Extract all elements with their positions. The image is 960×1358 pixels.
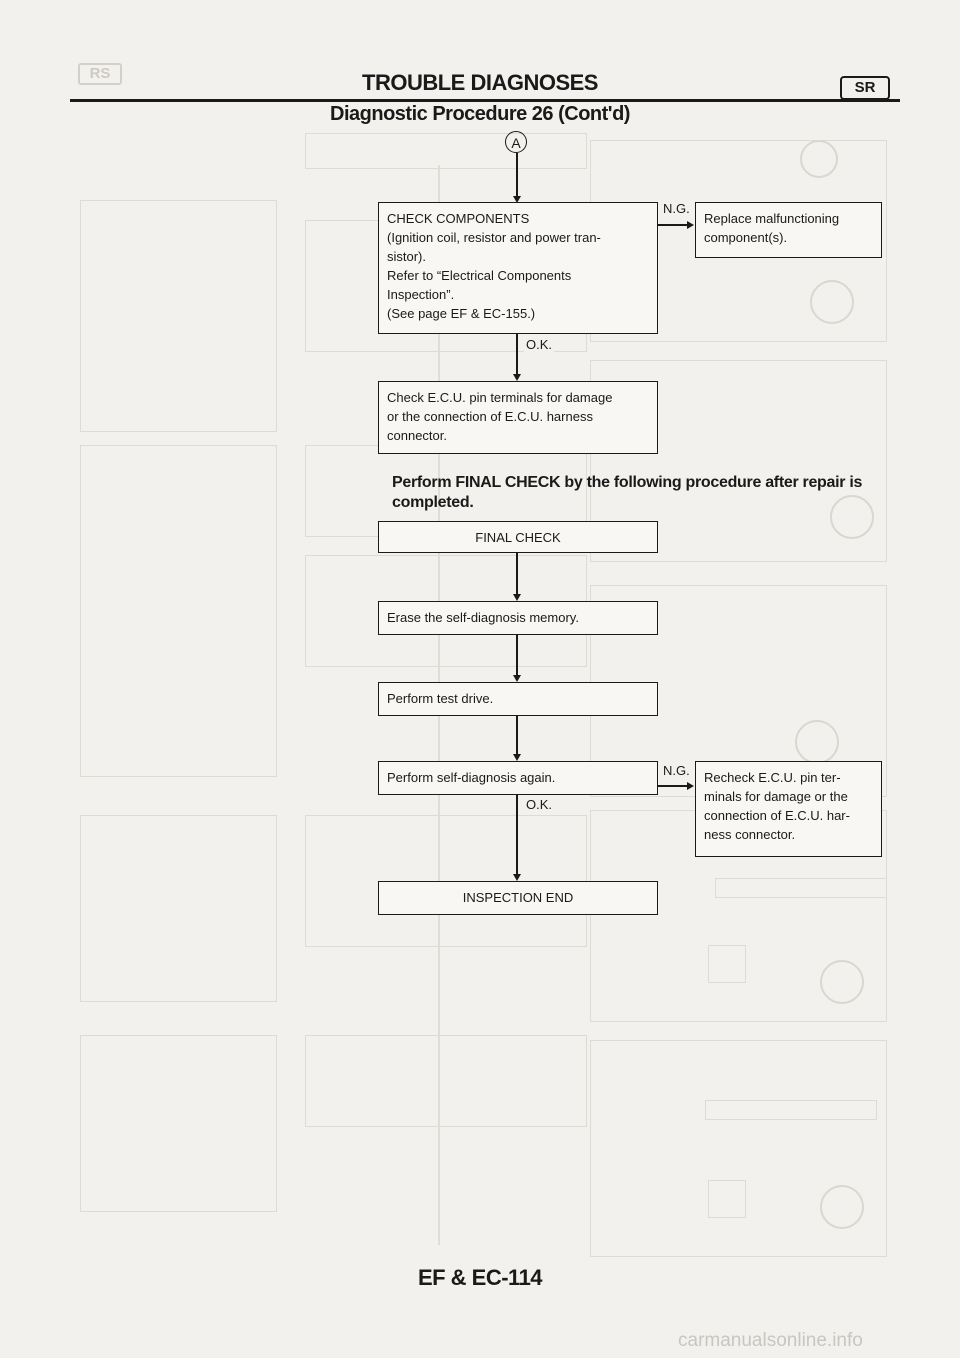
inspection-end-label: INSPECTION END bbox=[462, 890, 574, 905]
ok-label: O.K. bbox=[526, 797, 553, 812]
recheck-line: minals for damage or the bbox=[704, 789, 848, 804]
connector-line bbox=[658, 785, 688, 787]
replace-component-box bbox=[695, 202, 882, 258]
check-components-line: (See page EF & EC-155.) bbox=[387, 306, 536, 321]
check-components-line: sistor). bbox=[387, 249, 426, 264]
check-components-line: Refer to “Electrical Components bbox=[387, 268, 572, 283]
recheck-line: Recheck E.C.U. pin ter- bbox=[704, 770, 841, 785]
connector-line bbox=[516, 153, 518, 201]
watermark: carmanualsonline.info bbox=[678, 1330, 863, 1351]
arrow-down-icon bbox=[513, 374, 521, 381]
arrow-down-icon bbox=[513, 594, 521, 601]
recheck-ecu-box bbox=[695, 761, 882, 857]
arrow-down-icon bbox=[513, 874, 521, 881]
reverse-section-tab: RS bbox=[78, 63, 122, 85]
self-diagnosis-box bbox=[378, 761, 658, 795]
ng-label: N.G. bbox=[663, 763, 690, 778]
check-components-line: Inspection”. bbox=[387, 287, 455, 302]
inspection-end-box bbox=[378, 881, 658, 915]
check-ecu-line: connector. bbox=[387, 428, 447, 443]
test-drive-box bbox=[378, 682, 658, 716]
arrow-down-icon bbox=[513, 675, 521, 682]
arrow-down-icon bbox=[513, 754, 521, 761]
check-ecu-line: or the connection of E.C.U. harness bbox=[387, 409, 593, 424]
check-components-line: (Ignition coil, resistor and power tran- bbox=[387, 230, 601, 245]
ng-label: N.G. bbox=[663, 201, 690, 216]
self-diagnosis-label: Perform self-diagnosis again. bbox=[387, 770, 556, 785]
recheck-line: ness connector. bbox=[704, 827, 796, 842]
check-ecu-box bbox=[378, 381, 658, 454]
recheck-line: connection of E.C.U. har- bbox=[704, 808, 850, 823]
ok-label: O.K. bbox=[526, 337, 553, 352]
replace-line: component(s). bbox=[704, 230, 788, 245]
connector-line bbox=[516, 795, 518, 879]
test-drive-label: Perform test drive. bbox=[387, 691, 494, 706]
connector-line bbox=[658, 224, 688, 226]
entry-marker: A bbox=[505, 131, 527, 153]
check-components-box bbox=[378, 202, 658, 334]
check-ecu-line: Check E.C.U. pin terminals for damage bbox=[387, 390, 613, 405]
connector-line bbox=[516, 716, 518, 759]
arrow-right-icon bbox=[687, 221, 694, 229]
erase-memory-box bbox=[378, 601, 658, 635]
erase-memory-label: Erase the self-diagnosis memory. bbox=[387, 610, 579, 625]
section-title: TROUBLE DIAGNOSES bbox=[362, 70, 598, 95]
final-check-note: Perform FINAL CHECK by the following procedure after repair is completed. bbox=[392, 474, 863, 511]
connector-line bbox=[516, 334, 518, 379]
page-subtitle: Diagnostic Procedure 26 (Cont'd) bbox=[330, 103, 630, 125]
replace-line: Replace malfunctioning bbox=[704, 211, 840, 226]
arrow-right-icon bbox=[687, 782, 694, 790]
check-components-title: CHECK COMPONENTS bbox=[387, 211, 530, 226]
page-number: EF & EC-114 bbox=[417, 1265, 543, 1290]
connector-line bbox=[516, 635, 518, 680]
final-check-label: FINAL CHECK bbox=[475, 530, 561, 545]
connector-line bbox=[516, 553, 518, 599]
final-check-box bbox=[378, 521, 658, 553]
section-badge: SR bbox=[840, 76, 890, 100]
header-rule bbox=[70, 99, 900, 102]
